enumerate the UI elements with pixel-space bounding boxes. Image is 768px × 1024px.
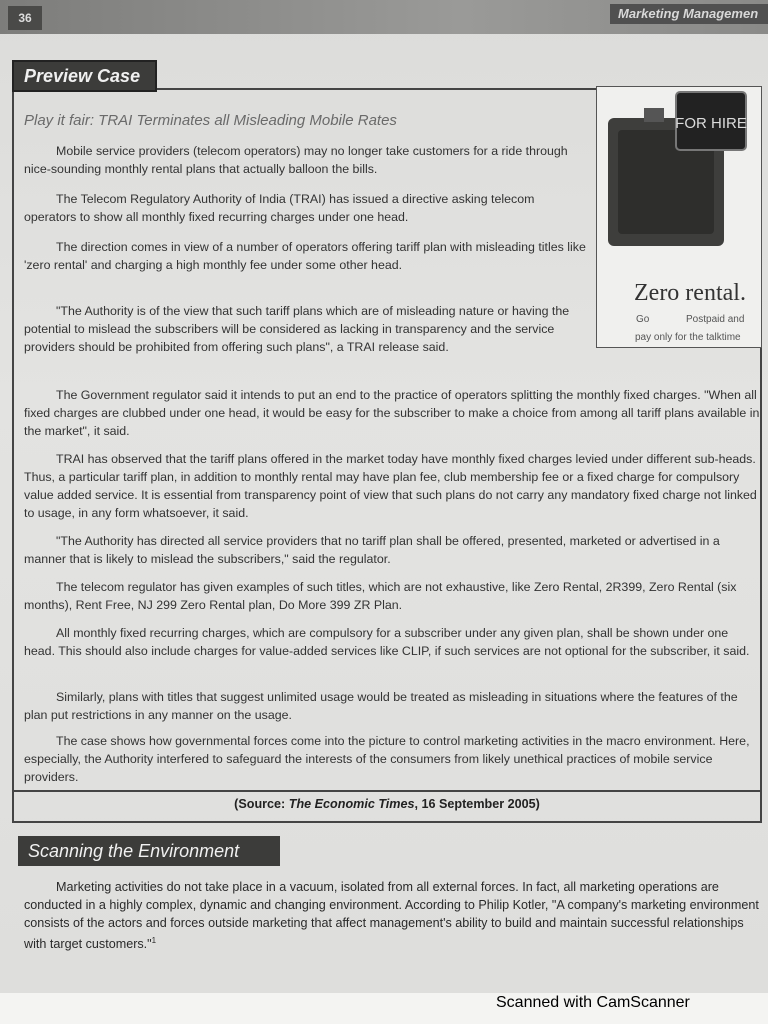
taxi-meter-icon [604, 90, 749, 250]
case-title: Play it fair: TRAI Terminates all Misleading Mobile Rates [24, 112, 397, 129]
case-paragraph: All monthly fixed recurring charges, which are compulsory for a subscriber under any given plan, shall be shown under one head. This should also include charges for value-added services like CLIP, if such services are not optional for the subscriber, it said. [24, 626, 750, 658]
case-source [14, 790, 760, 820]
meter-sign-text: FOR HIRE [675, 115, 747, 132]
case-paragraph: The telecom regulator has given examples of such titles, which are not exhaustive, like Zero Rental, 2R399, Zero Rental (six months), Rent Free, NJ 299 Zero Rental plan, Do More 399 ZR Plan. [24, 580, 737, 612]
case-paragraph: Similarly, plans with titles that suggest unlimited usage would be treated as misleading in situations where the features of the plan put restrictions in any manner on the usage. [24, 690, 738, 722]
source-suffix: , 16 September 2005) [414, 797, 540, 811]
case-paragraph: The case shows how governmental forces come into the picture to control marketing activities in the macro environment. Here, especially, the Authority interfered to safeguard the interests of the consumers from likely unethical practices of mobile service providers. [24, 734, 750, 784]
ad-text-go: Go [636, 314, 650, 325]
footnote-marker: 1 [151, 936, 157, 945]
case-paragraph: The Government regulator said it intends to put an end to the practice of operators splitting the monthly fixed charges. "When all fixed charges are clubbed under one head, it would be easy for the subscriber to make a choice from among all tariff plans available in the market", it said. [24, 388, 760, 438]
section-paragraph [24, 878, 762, 953]
case-paragraph: The Telecom Regulatory Authority of India (TRAI) has issued a directive asking telecom operators to show all monthly fixed recurring charges under one head. [24, 192, 535, 224]
ad-headline: Zero rental. [634, 280, 746, 306]
section-heading: Scanning the Environment [18, 836, 280, 866]
case-paragraph: TRAI has observed that the tariff plans offered in the market today have monthly fixed charges levied under different sub-heads. Thus, a particular tariff plan, in addition to monthly rental may have plan fee, club membership fee or a fixed charge for compulsory value added service. It is essential from transparency point of view that such plans do not carry any mandatory fixed charge not linked to usage, in any form whatsoever, it said. [24, 452, 757, 520]
case-paragraph: Mobile service providers (telecom operators) may no longer take customers for a ride through nice-sounding monthly rental plans that actually balloon the bills. [24, 144, 568, 176]
case-paragraph: "The Authority has directed all service providers that no tariff plan shall be offered, presented, marketed or advertised in a manner that is likely to mislead the subscribers," said the regulator. [24, 534, 720, 566]
source-publication: The Economic Times [288, 797, 415, 811]
section-paragraph-text: Marketing activities do not take place in a vacuum, isolated from all external forces. In fact, all marketing operations are conducted in a highly complex, dynamic and changing environment. According to Philip Kotler, "A company's marketing environment consists of the actors and forces outside marketing that affect management's ability to build and maintain successful relationships with target customers." [24, 880, 759, 952]
ad-text-postpaid: Postpaid and [686, 314, 745, 325]
case-paragraph: "The Authority is of the view that such tariff plans which are of misleading nature or having the potential to mislead the subscribers will be considered as lacking in transparency and the service providers should be prohibited from offering such plans", a TRAI release said. [24, 304, 570, 354]
page-number: 36 [8, 6, 42, 30]
source-prefix: (Source: [234, 797, 289, 811]
running-title: Marketing Managemen [610, 4, 768, 24]
camscanner-watermark: Scanned with CamScanner [496, 994, 690, 1011]
case-paragraph: The direction comes in view of a number of operators offering tariff plan with misleading titles like 'zero rental' and charging a high monthly fee under some other head. [24, 240, 586, 272]
ad-text-talktime: pay only for the talktime [635, 332, 741, 343]
preview-case-heading: Preview Case [12, 60, 157, 92]
